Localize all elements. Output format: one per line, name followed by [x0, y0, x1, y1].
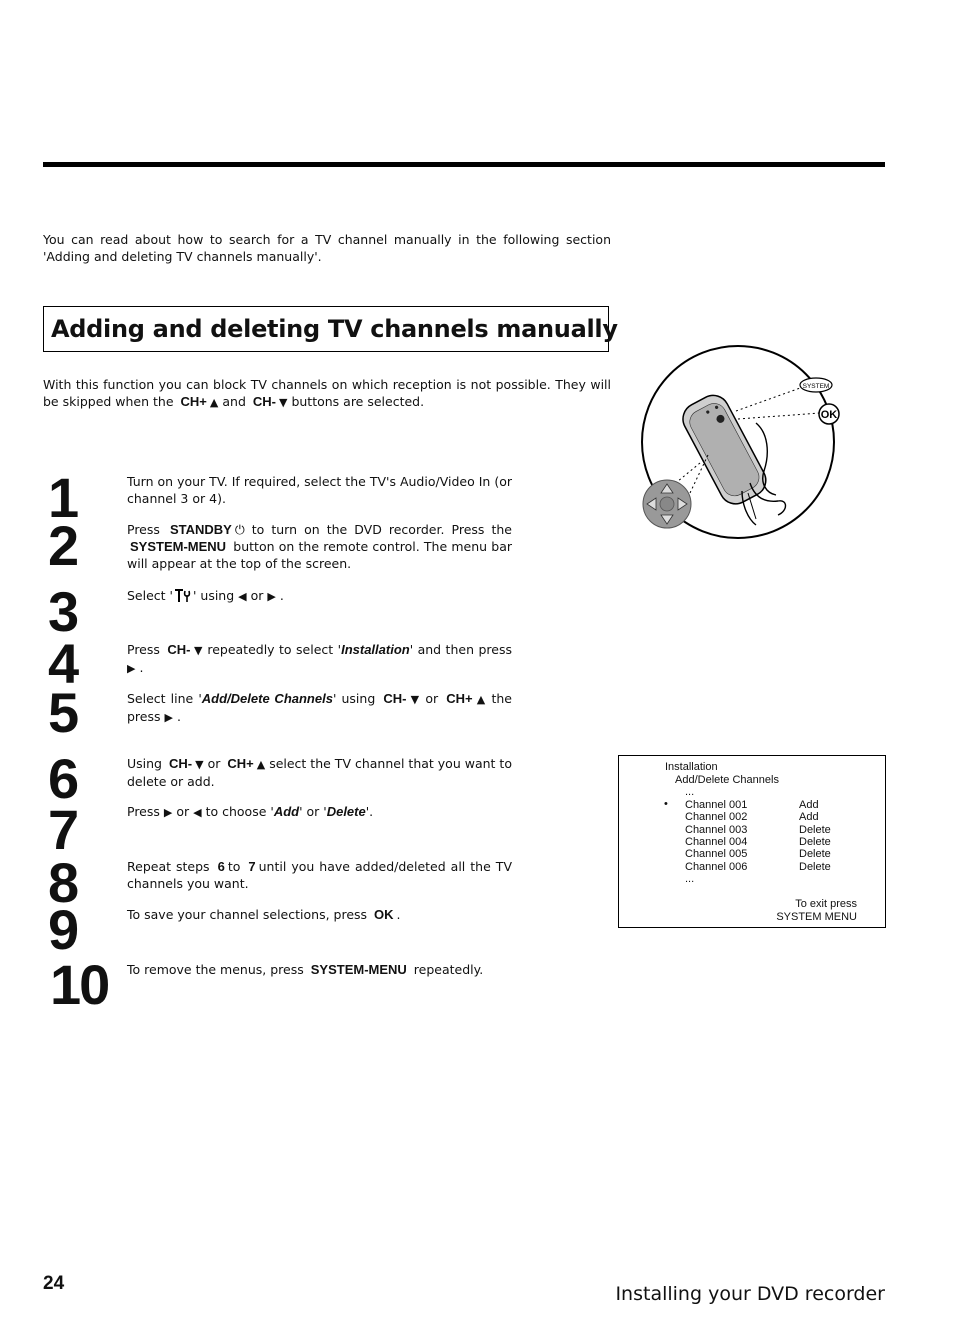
osd-row-3-action: Delete [799, 824, 831, 836]
remote-illustration [638, 343, 848, 548]
osd-row-2-channel: Channel 002 [685, 811, 748, 823]
remote-control-icon [638, 343, 848, 548]
ch-minus-label: CH- [252, 394, 276, 409]
right-triangle-icon: ▶ [267, 590, 276, 603]
power-icon: ⏻ [234, 522, 245, 537]
step-number-8: 8 [48, 851, 78, 914]
up-triangle-icon: ▲ [209, 396, 219, 409]
add-label: Add [273, 804, 300, 819]
osd-subtitle: Add/Delete Channels [675, 774, 779, 786]
ch-plus-label: CH+ [446, 691, 473, 706]
osd-bullet: • [664, 798, 668, 810]
osd-row-5-channel: Channel 005 [685, 848, 748, 860]
ch-minus-label: CH- [167, 642, 191, 657]
left-triangle-icon: ◀ [193, 806, 202, 819]
down-triangle-icon: ▼ [409, 693, 421, 706]
osd-row-6-action: Delete [799, 861, 831, 873]
left-triangle-icon: ◀ [238, 590, 247, 603]
ch-plus-label: CH+ [180, 394, 207, 409]
system-menu-label: SYSTEM-MENU [130, 539, 227, 554]
osd-row-1-action: Add [799, 799, 819, 811]
osd-exit-key: SYSTEM MENU [776, 911, 857, 923]
step-number-1: 1 [48, 466, 78, 529]
step-number-3: 3 [48, 580, 78, 643]
ok-label: OK [374, 907, 394, 922]
system-button-label: SYSTEM [802, 383, 830, 390]
osd-row-2-action: Add [799, 811, 819, 823]
installation-label: Installation [341, 642, 410, 657]
step-text-9: To save your channel selections, press OK . [127, 907, 401, 922]
right-triangle-icon: ▶ [164, 711, 173, 724]
step-number-6: 6 [48, 747, 78, 810]
step-text-8: Repeat steps 6 to 7 until you have added/deleted all the TV channels you want. [127, 859, 512, 891]
delete-label: Delete [326, 804, 366, 819]
step-number-2: 2 [48, 514, 78, 577]
osd-ellipsis-top: ... [685, 786, 695, 798]
step-text-1: Turn on your TV. If required, select the TV's Audio/Video In (or channel 3 or 4). [127, 474, 512, 506]
step-number-10: 10 [50, 953, 109, 1016]
top-rule [43, 162, 885, 167]
step-number-9: 9 [48, 898, 78, 961]
osd-row-4-action: Delete [799, 836, 831, 848]
down-triangle-icon: ▼ [193, 644, 203, 657]
ok-button-label: OK [820, 409, 838, 421]
installation-tools-icon [173, 588, 193, 603]
down-triangle-icon: ▼ [195, 758, 204, 771]
section-heading: Adding and deleting TV channels manually [51, 315, 618, 343]
up-triangle-icon: ▲ [256, 758, 266, 771]
step-number-4: 4 [48, 632, 78, 695]
osd-row-4-channel: Channel 004 [685, 836, 748, 848]
section-heading-box [43, 306, 618, 352]
step-text-6: Using CH- ▼ or CH+ ▲ select the TV channel that you want to delete or add. [127, 756, 512, 789]
osd-row-6-channel: Channel 006 [685, 861, 748, 873]
right-triangle-icon: ▶ [163, 806, 173, 819]
osd-row-1-channel: Channel 001 [685, 799, 748, 811]
step-text-4: Press CH- ▼ repeatedly to select 'Installation' and then press ▶ . [127, 642, 512, 675]
osd-row-5-action: Delete [799, 848, 831, 860]
step-text-3: Select ' ' using ◀ or ▶ . [127, 588, 284, 603]
osd-menu-screen [618, 755, 886, 928]
function-description: With this function you can block TV channels on which reception is not possible. They will be skipped when the CH+ ▲ and CH- ▼ buttons are selected. [43, 377, 611, 409]
step-text-5: Select line 'Add/Delete Channels' using CH- ▼ or CH+ ▲ the press ▶ . [127, 691, 512, 724]
step-number-7: 7 [48, 798, 78, 861]
step-text-7: Press ▶ or ◀ to choose 'Add' or 'Delete'. [127, 804, 374, 819]
osd-exit-hint: To exit press [795, 898, 857, 910]
add-delete-channels-label: Add/Delete Channels [201, 691, 333, 706]
step-text-10: To remove the menus, press SYSTEM-MENU repeatedly. [127, 962, 484, 977]
page-number: 24 [43, 1273, 65, 1294]
footer-section-title: Installing your DVD recorder [615, 1283, 885, 1305]
step-text-2: Press STANDBY ⏻ to turn on the DVD recorder. Press the SYSTEM-MENU button on the remote control. The menu bar will appear at the top of the screen. [127, 522, 513, 571]
standby-label: STANDBY [169, 522, 232, 537]
osd-row-3-channel: Channel 003 [685, 824, 748, 836]
system-menu-label: SYSTEM-MENU [310, 962, 407, 977]
step-number-5: 5 [48, 681, 78, 744]
down-triangle-icon: ▼ [278, 396, 288, 409]
ch-minus-label: CH- [168, 756, 193, 771]
up-triangle-icon: ▲ [475, 693, 487, 706]
osd-title: Installation [665, 761, 718, 773]
osd-ellipsis-bottom: ... [685, 873, 695, 885]
ch-minus-label: CH- [383, 691, 407, 706]
intro-text: You can read about how to search for a TV channel manually in the following section 'Adding and deleting TV channels manually'. [43, 232, 611, 264]
ch-plus-label: CH+ [227, 756, 254, 771]
right-triangle-icon: ▶ [127, 662, 136, 675]
